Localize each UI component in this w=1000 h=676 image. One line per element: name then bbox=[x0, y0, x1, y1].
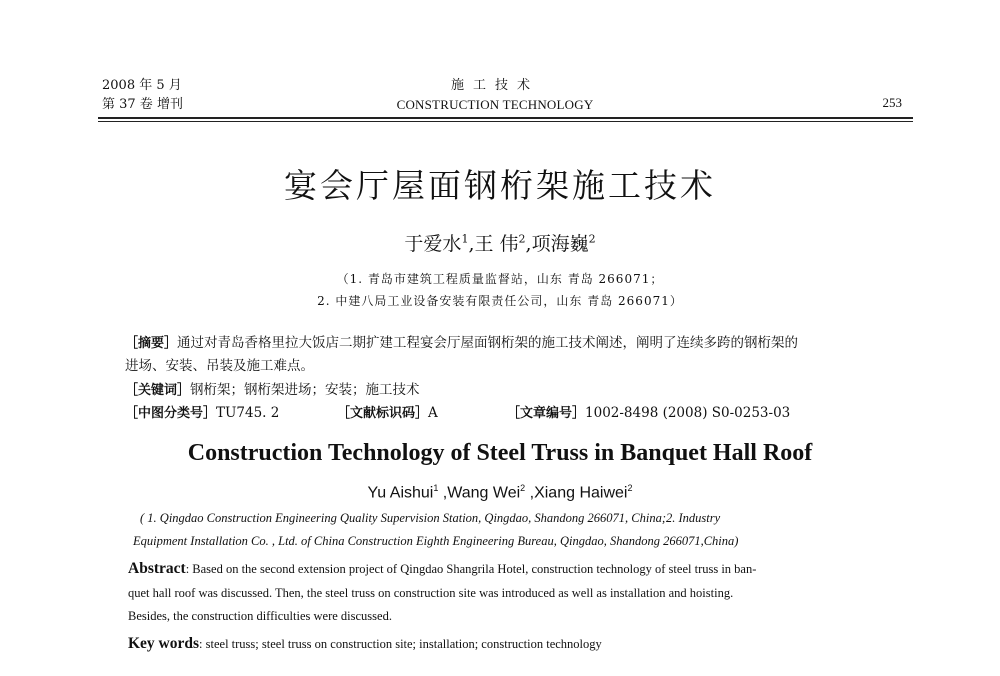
issue-info bbox=[102, 76, 183, 114]
author-name: ,王 伟 bbox=[468, 233, 519, 255]
authors-en bbox=[0, 483, 1000, 502]
article-id-label: ［文章编号］ bbox=[507, 406, 586, 421]
article-id-value: 1002-8498 (2008) S0-0253-03 bbox=[585, 405, 791, 421]
author-sup: 2 bbox=[520, 483, 526, 493]
author-sup: 1 bbox=[433, 483, 439, 493]
header-rule-thin bbox=[98, 121, 913, 122]
abstract-en-text: : Based on the second extension project of Qingdao Shangrila Hotel, construction technology of steel truss in ban- bbox=[185, 562, 757, 576]
affiliation-en-2: Equipment Installation Co. , Ltd. of China Construction Eighth Engineering Bureau, Qingdao, Shandong 266071,China) bbox=[133, 534, 739, 548]
journal-name-en: CONSTRUCTION TECHNOLOGY bbox=[396, 97, 594, 112]
doc-code-label: ［文献标识码］ bbox=[337, 406, 429, 421]
affiliation-en-1: ( 1. Qingdao Construction Engineering Quality Supervision Station, Qingdao, Shandong 266071, China;2. Industry bbox=[140, 511, 721, 525]
keywords-cn-text: 钢桁架；钢桁架进场；安装；施工技术 bbox=[190, 382, 420, 398]
author-sup: 2 bbox=[518, 232, 526, 246]
page-number: 253 bbox=[882, 95, 902, 110]
classification-line bbox=[125, 403, 885, 425]
clc-value: TU745. 2 bbox=[216, 405, 280, 421]
keywords-cn-label: ［关键词］ bbox=[125, 383, 191, 398]
author-name: Yu Aishui bbox=[367, 484, 434, 502]
author-sup: 1 bbox=[461, 232, 469, 246]
abstract-cn-line bbox=[125, 333, 798, 354]
abstract-en-line bbox=[128, 560, 756, 578]
journal-name bbox=[370, 76, 620, 114]
abstract-en-label: Abstract bbox=[128, 560, 186, 577]
author-name: ,Wang Wei bbox=[438, 484, 521, 502]
document-code bbox=[337, 403, 438, 424]
article-title-en: Construction Technology of Steel Truss in Banquet Hall Roof bbox=[187, 440, 813, 466]
abstract-cn-text: 通过对青岛香格里拉大饭店二期扩建工程宴会厅屋面钢桁架的施工技术阐述，阐明了连续多跨的钢桁架的 bbox=[177, 335, 799, 351]
issue-date: 2008 年 5 月 bbox=[102, 78, 182, 93]
header-rule-thick bbox=[98, 117, 913, 119]
keywords-cn bbox=[125, 380, 420, 401]
article-title-cn: 宴会厅屋面钢桁架施工技术 bbox=[284, 166, 716, 205]
author-name: 于爱水 bbox=[404, 233, 462, 255]
clc-label: ［中图分类号］ bbox=[125, 406, 217, 421]
article-id bbox=[507, 403, 790, 424]
abstract-cn-label: ［摘要］ bbox=[125, 336, 178, 351]
clc-code bbox=[125, 403, 279, 424]
author-name: ,Xiang Haiwei bbox=[525, 484, 628, 502]
journal-name-cn: 施工技术 bbox=[450, 78, 539, 93]
abstract-en-line: quet hall roof was discussed. Then, the steel truss on construction site was introduced as well as installation and hoisting. bbox=[128, 586, 734, 600]
author-sup: 2 bbox=[627, 483, 633, 493]
keywords-en bbox=[128, 635, 602, 653]
abstract-en-line: Besides, the construction difficulties were discussed. bbox=[128, 609, 392, 623]
author-name: ,项海巍 bbox=[525, 233, 589, 255]
affiliation-cn-2: 2. 中建八局工业设备安装有限责任公司，山东 青岛 266071） bbox=[317, 294, 683, 308]
doc-code-value: A bbox=[428, 405, 438, 421]
keywords-en-text: : steel truss; steel truss on construction site; installation; construction technology bbox=[199, 637, 602, 651]
authors-cn bbox=[0, 229, 1000, 256]
keywords-en-label: Key words bbox=[128, 635, 200, 652]
affiliation-cn-1: （1. 青岛市建筑工程质量监督站，山东 青岛 266071； bbox=[336, 272, 664, 286]
author-sup: 2 bbox=[588, 232, 596, 246]
abstract-cn-line: 进场、安装、吊装及施工难点。 bbox=[125, 358, 314, 374]
issue-volume: 第 37 卷 增刊 bbox=[102, 97, 183, 112]
